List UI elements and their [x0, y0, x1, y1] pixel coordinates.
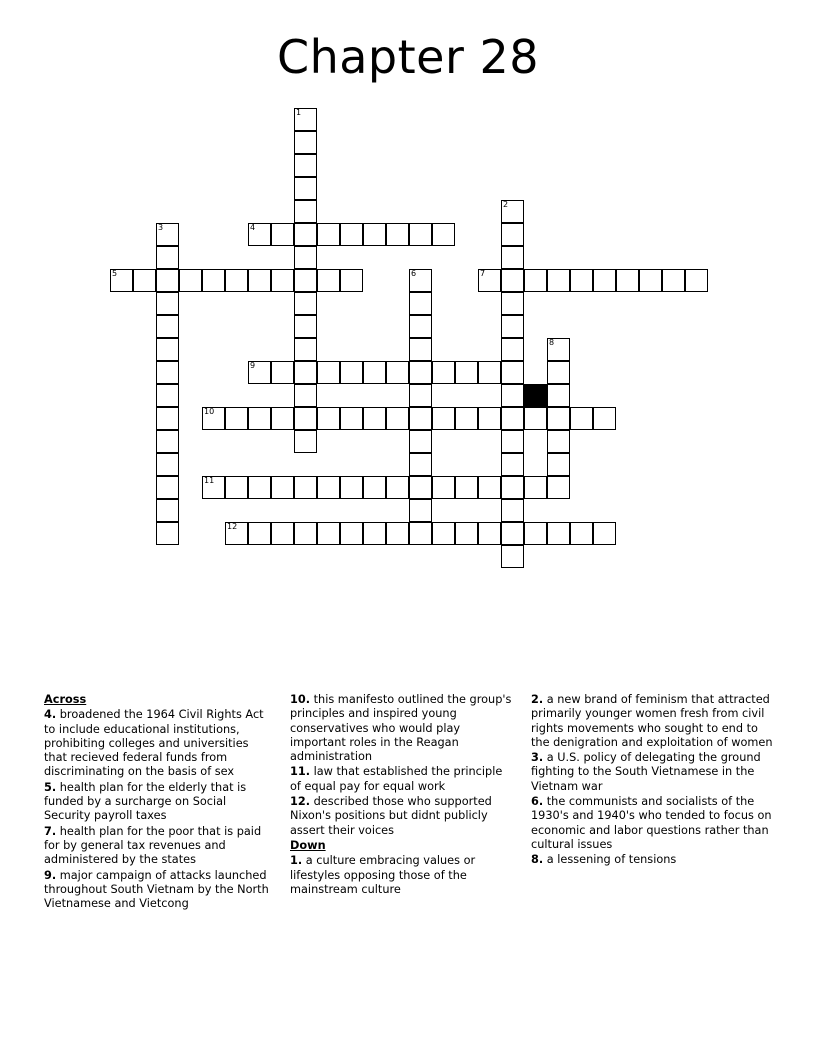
grid-cell[interactable]: [317, 522, 340, 545]
grid-cell[interactable]: [317, 476, 340, 499]
grid-cell[interactable]: [455, 476, 478, 499]
grid-cell[interactable]: [524, 522, 547, 545]
grid-cell[interactable]: [271, 361, 294, 384]
grid-cell[interactable]: [432, 361, 455, 384]
clue-number: 10.: [290, 693, 311, 706]
grid-cell-number: 10: [204, 407, 215, 416]
grid-cell[interactable]: [340, 269, 363, 292]
grid-cell[interactable]: [501, 545, 524, 568]
grid-cell[interactable]: [593, 407, 616, 430]
clue-number: 12.: [290, 795, 311, 809]
grid-cell[interactable]: [340, 476, 363, 499]
grid-cell[interactable]: [294, 154, 317, 177]
grid-cell[interactable]: [156, 223, 179, 246]
grid-cell[interactable]: [294, 177, 317, 200]
grid-cell[interactable]: [340, 522, 363, 545]
grid-cell[interactable]: [409, 223, 432, 246]
grid-cell[interactable]: [294, 108, 317, 131]
clue-text: the communists and socialists of the 1930's and 1940's who tended to focus on economic and labor questions rather than cultural issues: [531, 795, 772, 851]
across-heading: Across: [44, 693, 87, 706]
grid-cell[interactable]: [409, 384, 432, 407]
grid-cell[interactable]: [317, 223, 340, 246]
grid-cell[interactable]: [409, 292, 432, 315]
grid-cell-number: 5: [112, 269, 118, 278]
grid-cell[interactable]: [317, 269, 340, 292]
crossword-grid[interactable]: [0, 100, 816, 680]
grid-cell-number: 8: [549, 338, 555, 347]
grid-cell[interactable]: [363, 223, 386, 246]
clue-across-9: [44, 869, 272, 912]
grid-cell-number: 12: [227, 522, 238, 531]
grid-cell[interactable]: [317, 407, 340, 430]
grid-cell[interactable]: [156, 430, 179, 453]
clue-down-8: [531, 853, 774, 867]
grid-cell[interactable]: [547, 361, 570, 384]
grid-cell[interactable]: [685, 269, 708, 292]
grid-cell[interactable]: [248, 522, 271, 545]
clue-text: health plan for the poor that is paid for by general tax revenues and administered by the states: [44, 824, 262, 867]
clue-text: this manifesto outlined the group's principles and inspired young conservatives who would play important roles in the Reagan administration: [290, 693, 512, 764]
clue-across-11: [290, 765, 512, 794]
grid-cell[interactable]: [524, 407, 547, 430]
grid-cell[interactable]: [432, 407, 455, 430]
grid-cell-block: [524, 384, 547, 407]
grid-cell[interactable]: [294, 246, 317, 269]
grid-cell[interactable]: [616, 269, 639, 292]
grid-cell[interactable]: [363, 522, 386, 545]
grid-cell[interactable]: [248, 476, 271, 499]
grid-cell[interactable]: [248, 269, 271, 292]
grid-cell[interactable]: [501, 292, 524, 315]
grid-cell[interactable]: [202, 407, 225, 430]
grid-cell[interactable]: [179, 269, 202, 292]
grid-cell[interactable]: [156, 338, 179, 361]
grid-cell[interactable]: [501, 384, 524, 407]
clue-text: a culture embracing values or lifestyles opposing those of the mainstream culture: [290, 854, 476, 896]
clue-down-6: [531, 795, 774, 852]
grid-cell[interactable]: [225, 522, 248, 545]
grid-cell[interactable]: [156, 476, 179, 499]
grid-cell[interactable]: [547, 476, 570, 499]
grid-cell[interactable]: [501, 499, 524, 522]
clue-down-3: [531, 751, 774, 794]
grid-cell[interactable]: [570, 407, 593, 430]
grid-cell[interactable]: [662, 269, 685, 292]
clue-text: broadened the 1964 Civil Rights Act to include educational institutions, prohibiting colleges and universities that recieved federal funds from discriminating on the basis of sex: [44, 708, 264, 779]
grid-cell[interactable]: [156, 407, 179, 430]
clue-text: law that established the principle of equal pay for equal work: [290, 765, 503, 793]
clue-text: a new brand of feminism that attracted primarily younger women fresh from civil rights movements who sought to end to the denigration and exploitation of women: [531, 693, 773, 749]
grid-cell[interactable]: [156, 361, 179, 384]
grid-cell[interactable]: [363, 361, 386, 384]
grid-cell[interactable]: [547, 269, 570, 292]
grid-cell[interactable]: [271, 269, 294, 292]
grid-cell[interactable]: [432, 522, 455, 545]
grid-cell-number: 6: [411, 269, 417, 278]
grid-cell[interactable]: [455, 407, 478, 430]
grid-cell[interactable]: [570, 522, 593, 545]
grid-cell[interactable]: [501, 200, 524, 223]
clue-number: 8.: [531, 853, 544, 867]
grid-cell[interactable]: [409, 269, 432, 292]
grid-cell[interactable]: [409, 430, 432, 453]
clue-across-5: [44, 781, 272, 824]
grid-cell[interactable]: [271, 522, 294, 545]
clue-column-3: [531, 693, 774, 869]
grid-cell-number: 11: [204, 476, 215, 485]
grid-cell[interactable]: [156, 522, 179, 545]
grid-cell[interactable]: [202, 476, 225, 499]
clue-number: 9.: [44, 868, 57, 882]
grid-cell[interactable]: [478, 407, 501, 430]
grid-cell[interactable]: [501, 246, 524, 269]
grid-cell[interactable]: [409, 453, 432, 476]
grid-cell[interactable]: [363, 476, 386, 499]
grid-cell[interactable]: [271, 476, 294, 499]
grid-cell[interactable]: [409, 407, 432, 430]
grid-cell[interactable]: [524, 476, 547, 499]
clues-area: [44, 693, 774, 993]
grid-cell[interactable]: [133, 269, 156, 292]
grid-cell[interactable]: [156, 246, 179, 269]
grid-cell[interactable]: [294, 292, 317, 315]
grid-cell[interactable]: [294, 131, 317, 154]
grid-cell[interactable]: [294, 200, 317, 223]
grid-cell[interactable]: [501, 407, 524, 430]
grid-cell[interactable]: [478, 476, 501, 499]
grid-cell[interactable]: [386, 476, 409, 499]
grid-cell[interactable]: [386, 522, 409, 545]
grid-cell-number: 7: [480, 269, 486, 278]
grid-cell[interactable]: [294, 315, 317, 338]
grid-cell[interactable]: [501, 269, 524, 292]
grid-cell[interactable]: [547, 522, 570, 545]
grid-cell[interactable]: [340, 407, 363, 430]
grid-cell[interactable]: [294, 522, 317, 545]
grid-cell[interactable]: [294, 361, 317, 384]
page-title: Chapter 28: [276, 30, 540, 84]
grid-cell[interactable]: [501, 315, 524, 338]
clue-number: 7.: [44, 824, 57, 838]
grid-cell[interactable]: [501, 453, 524, 476]
clue-column-2: [290, 693, 512, 898]
grid-cell[interactable]: [110, 269, 133, 292]
grid-cell[interactable]: [593, 522, 616, 545]
grid-cell[interactable]: [294, 430, 317, 453]
grid-cell[interactable]: [547, 453, 570, 476]
grid-cell[interactable]: [501, 223, 524, 246]
clue-number: 3.: [531, 751, 544, 765]
grid-cell[interactable]: [478, 522, 501, 545]
grid-cell[interactable]: [409, 338, 432, 361]
grid-cell[interactable]: [386, 223, 409, 246]
grid-cell[interactable]: [524, 269, 547, 292]
grid-cell-number: 1: [296, 108, 302, 117]
clue-number: 5.: [44, 780, 57, 794]
clue-number: 11.: [290, 765, 311, 779]
grid-cell[interactable]: [271, 407, 294, 430]
clue-across-12: [290, 795, 512, 838]
clue-number: 2.: [531, 693, 544, 706]
grid-cell[interactable]: [639, 269, 662, 292]
grid-cell[interactable]: [501, 338, 524, 361]
clue-number: 1.: [290, 854, 303, 868]
grid-cell[interactable]: [409, 522, 432, 545]
clue-across-7: [44, 825, 272, 868]
grid-cell[interactable]: [455, 522, 478, 545]
grid-cell-number: 4: [250, 223, 256, 232]
grid-cell[interactable]: [156, 384, 179, 407]
grid-cell[interactable]: [156, 269, 179, 292]
grid-cell[interactable]: [225, 476, 248, 499]
grid-cell[interactable]: [501, 430, 524, 453]
grid-cell[interactable]: [248, 223, 271, 246]
grid-cell[interactable]: [501, 522, 524, 545]
grid-cell[interactable]: [409, 499, 432, 522]
clue-number: 6.: [531, 795, 544, 809]
clue-number: 4.: [44, 708, 57, 722]
grid-cell[interactable]: [294, 223, 317, 246]
grid-cell[interactable]: [156, 315, 179, 338]
grid-cell[interactable]: [156, 499, 179, 522]
grid-cell[interactable]: [478, 361, 501, 384]
clue-text: described those who supported Nixon's positions but didnt publicly assert their voices: [290, 795, 492, 837]
grid-cell[interactable]: [386, 407, 409, 430]
grid-cell[interactable]: [294, 338, 317, 361]
grid-cell[interactable]: [156, 292, 179, 315]
grid-cell[interactable]: [593, 269, 616, 292]
grid-cell[interactable]: [570, 269, 593, 292]
grid-cell[interactable]: [455, 361, 478, 384]
grid-cell[interactable]: [271, 223, 294, 246]
down-heading: Down: [290, 838, 326, 852]
grid-cell[interactable]: [501, 476, 524, 499]
grid-cell[interactable]: [547, 384, 570, 407]
grid-cell[interactable]: [225, 269, 248, 292]
grid-cell[interactable]: [248, 407, 271, 430]
grid-cell-number: 9: [250, 361, 256, 370]
clue-text: health plan for the elderly that is funded by a surcharge on Social Security payroll taxes: [44, 780, 247, 823]
grid-cell-number: 3: [158, 223, 164, 232]
clue-text: a U.S. policy of delegating the ground fighting to the South Vietnamese in the Vietnam war: [531, 751, 761, 793]
clue-column-1: [44, 693, 272, 912]
grid-cell[interactable]: [294, 407, 317, 430]
grid-cell[interactable]: [294, 269, 317, 292]
grid-cell[interactable]: [432, 476, 455, 499]
grid-cell[interactable]: [294, 384, 317, 407]
grid-cell[interactable]: [317, 361, 340, 384]
grid-cell[interactable]: [156, 453, 179, 476]
grid-cell[interactable]: [547, 430, 570, 453]
clue-text: a lessening of tensions: [543, 853, 677, 867]
grid-cell[interactable]: [340, 361, 363, 384]
clue-across-4: [44, 708, 272, 779]
grid-cell[interactable]: [547, 407, 570, 430]
grid-cell[interactable]: [248, 361, 271, 384]
grid-cell[interactable]: [294, 476, 317, 499]
clue-down-2: [531, 693, 774, 750]
grid-cell[interactable]: [478, 269, 501, 292]
grid-cell-number: 2: [503, 200, 509, 209]
grid-cell[interactable]: [409, 315, 432, 338]
clue-text: major campaign of attacks launched throughout South Vietnam by the North Vietnamese and Vietcong: [44, 868, 269, 911]
grid-cell[interactable]: [409, 476, 432, 499]
grid-cell[interactable]: [225, 407, 248, 430]
grid-cell[interactable]: [409, 361, 432, 384]
grid-cell[interactable]: [202, 269, 225, 292]
grid-cell[interactable]: [340, 223, 363, 246]
grid-cell[interactable]: [547, 338, 570, 361]
clue-down-1: [290, 854, 512, 897]
grid-cell[interactable]: [363, 407, 386, 430]
grid-cell[interactable]: [386, 361, 409, 384]
clue-across-10: [290, 693, 512, 764]
grid-cell[interactable]: [432, 223, 455, 246]
grid-cell[interactable]: [501, 361, 524, 384]
